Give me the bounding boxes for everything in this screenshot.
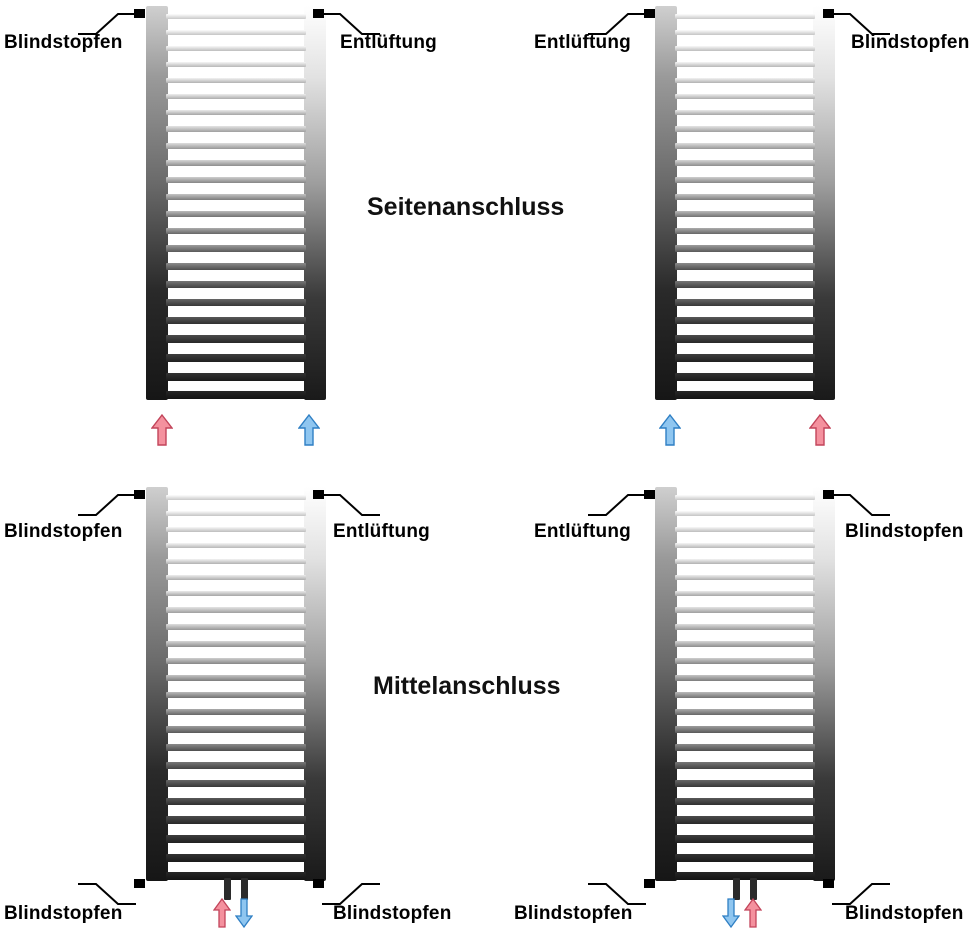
label-blindstopfen-bl-bottom-right: Blindstopfen — [333, 903, 452, 924]
arrow-hot-up — [151, 414, 173, 446]
rung — [675, 335, 815, 343]
label-blindstopfen-bl-top: Blindstopfen — [4, 521, 123, 542]
rung — [675, 511, 815, 516]
center-connector-stub — [224, 878, 231, 900]
rung — [166, 194, 306, 200]
rung — [675, 245, 815, 252]
rung — [675, 263, 815, 270]
rung — [675, 143, 815, 149]
rung — [675, 177, 815, 183]
rung — [166, 177, 306, 183]
rung — [675, 559, 815, 564]
rung — [675, 527, 815, 532]
arrow-hot-up — [809, 414, 831, 446]
arrow-cold-down — [235, 898, 253, 928]
rung — [166, 744, 306, 751]
rung — [166, 373, 306, 381]
rung-stack — [675, 6, 815, 400]
label-entlueftung-tr2: Entlüftung — [534, 32, 631, 53]
rung — [166, 798, 306, 805]
rung — [166, 495, 306, 500]
rung — [675, 816, 815, 824]
rung — [166, 607, 306, 613]
rung — [166, 46, 306, 51]
rail-right — [813, 6, 835, 400]
rung — [675, 658, 815, 664]
rung — [675, 354, 815, 362]
rung — [166, 126, 306, 132]
rung — [675, 211, 815, 217]
label-entlueftung-tr: Entlüftung — [340, 32, 437, 53]
center-connector-stub — [750, 878, 757, 900]
rung — [166, 624, 306, 630]
rung — [675, 78, 815, 83]
rung — [166, 527, 306, 532]
rung — [166, 641, 306, 647]
rung — [166, 245, 306, 252]
rail-right — [813, 487, 835, 881]
rung — [675, 675, 815, 681]
rung-stack — [675, 487, 815, 881]
rung — [675, 780, 815, 787]
rung — [166, 559, 306, 564]
rung — [675, 726, 815, 733]
rung — [675, 30, 815, 35]
rung — [166, 658, 306, 664]
radiator-top-right — [655, 6, 835, 400]
rung — [675, 543, 815, 548]
rung — [675, 373, 815, 381]
leader-line-bl-top-plug — [78, 487, 148, 521]
label-blindstopfen-bl-bottom: Blindstopfen — [4, 903, 123, 924]
rung — [166, 543, 306, 548]
rung — [166, 160, 306, 166]
rung — [166, 211, 306, 217]
radiator-top-left — [146, 6, 326, 400]
rail-left — [655, 487, 677, 881]
rung — [166, 391, 306, 399]
rail-left — [146, 6, 168, 400]
rung — [166, 62, 306, 67]
rung — [675, 391, 815, 399]
rung — [166, 78, 306, 83]
rung — [675, 591, 815, 596]
arrow-cold-up — [659, 414, 681, 446]
rung — [166, 30, 306, 35]
rail-left — [146, 487, 168, 881]
rung — [166, 692, 306, 698]
rung — [675, 126, 815, 132]
rung — [675, 281, 815, 288]
arrow-cold-down — [722, 898, 740, 928]
rung — [166, 299, 306, 306]
rung — [675, 692, 815, 698]
rung — [675, 624, 815, 630]
rung — [675, 14, 815, 19]
rung — [675, 641, 815, 647]
rung — [166, 110, 306, 115]
rung — [166, 872, 306, 880]
rung — [675, 299, 815, 306]
rung — [166, 14, 306, 19]
rung-stack — [166, 487, 306, 881]
label-blindstopfen-br-bottom-right: Blindstopfen — [845, 903, 964, 924]
rung — [166, 354, 306, 362]
rung — [166, 263, 306, 270]
label-blindstopfen-tr2: Blindstopfen — [851, 32, 970, 53]
label-entlueftung-bl-top: Entlüftung — [333, 521, 430, 542]
rung — [166, 780, 306, 787]
rung — [675, 110, 815, 115]
rung — [166, 675, 306, 681]
rung — [166, 317, 306, 324]
rung — [675, 709, 815, 715]
rung — [166, 511, 306, 516]
rail-left — [655, 6, 677, 400]
rung — [675, 744, 815, 751]
radiator-bottom-left — [146, 487, 326, 881]
rung — [675, 495, 815, 500]
rung — [166, 726, 306, 733]
rung — [675, 62, 815, 67]
arrow-hot-up — [744, 898, 762, 928]
center-connector-stub — [241, 878, 248, 900]
leader-line-bl-top-vent — [310, 487, 380, 521]
rung — [675, 872, 815, 880]
rung — [675, 575, 815, 580]
leader-line-br-top-plug — [820, 487, 890, 521]
leader-line-br-top-vent — [588, 487, 658, 521]
rung — [675, 854, 815, 862]
arrow-hot-up — [213, 898, 231, 928]
rung — [166, 281, 306, 288]
arrow-cold-up — [298, 414, 320, 446]
rung — [166, 762, 306, 769]
rung-stack — [166, 6, 306, 400]
rung — [675, 762, 815, 769]
rung — [675, 798, 815, 805]
label-blindstopfen-br-bottom-left: Blindstopfen — [514, 903, 633, 924]
rung — [166, 575, 306, 580]
rung — [166, 709, 306, 715]
rung — [675, 835, 815, 843]
rung — [166, 835, 306, 843]
radiator-bottom-right — [655, 487, 835, 881]
rung — [675, 194, 815, 200]
center-connector-stub — [733, 878, 740, 900]
rail-right — [304, 6, 326, 400]
rung — [166, 228, 306, 234]
rung — [166, 143, 306, 149]
rung — [675, 160, 815, 166]
title-seitenanschluss: Seitenanschluss — [367, 193, 565, 221]
rung — [166, 94, 306, 99]
rail-right — [304, 487, 326, 881]
rung — [166, 591, 306, 596]
label-blindstopfen-tl: Blindstopfen — [4, 32, 123, 53]
rung — [675, 317, 815, 324]
rung — [675, 228, 815, 234]
rung — [166, 335, 306, 343]
rung — [675, 46, 815, 51]
rung — [675, 94, 815, 99]
rung — [675, 607, 815, 613]
rung — [166, 854, 306, 862]
label-blindstopfen-br-top: Blindstopfen — [845, 521, 964, 542]
title-mittelanschluss: Mittelanschluss — [373, 672, 561, 700]
rung — [166, 816, 306, 824]
label-entlueftung-br-top: Entlüftung — [534, 521, 631, 542]
